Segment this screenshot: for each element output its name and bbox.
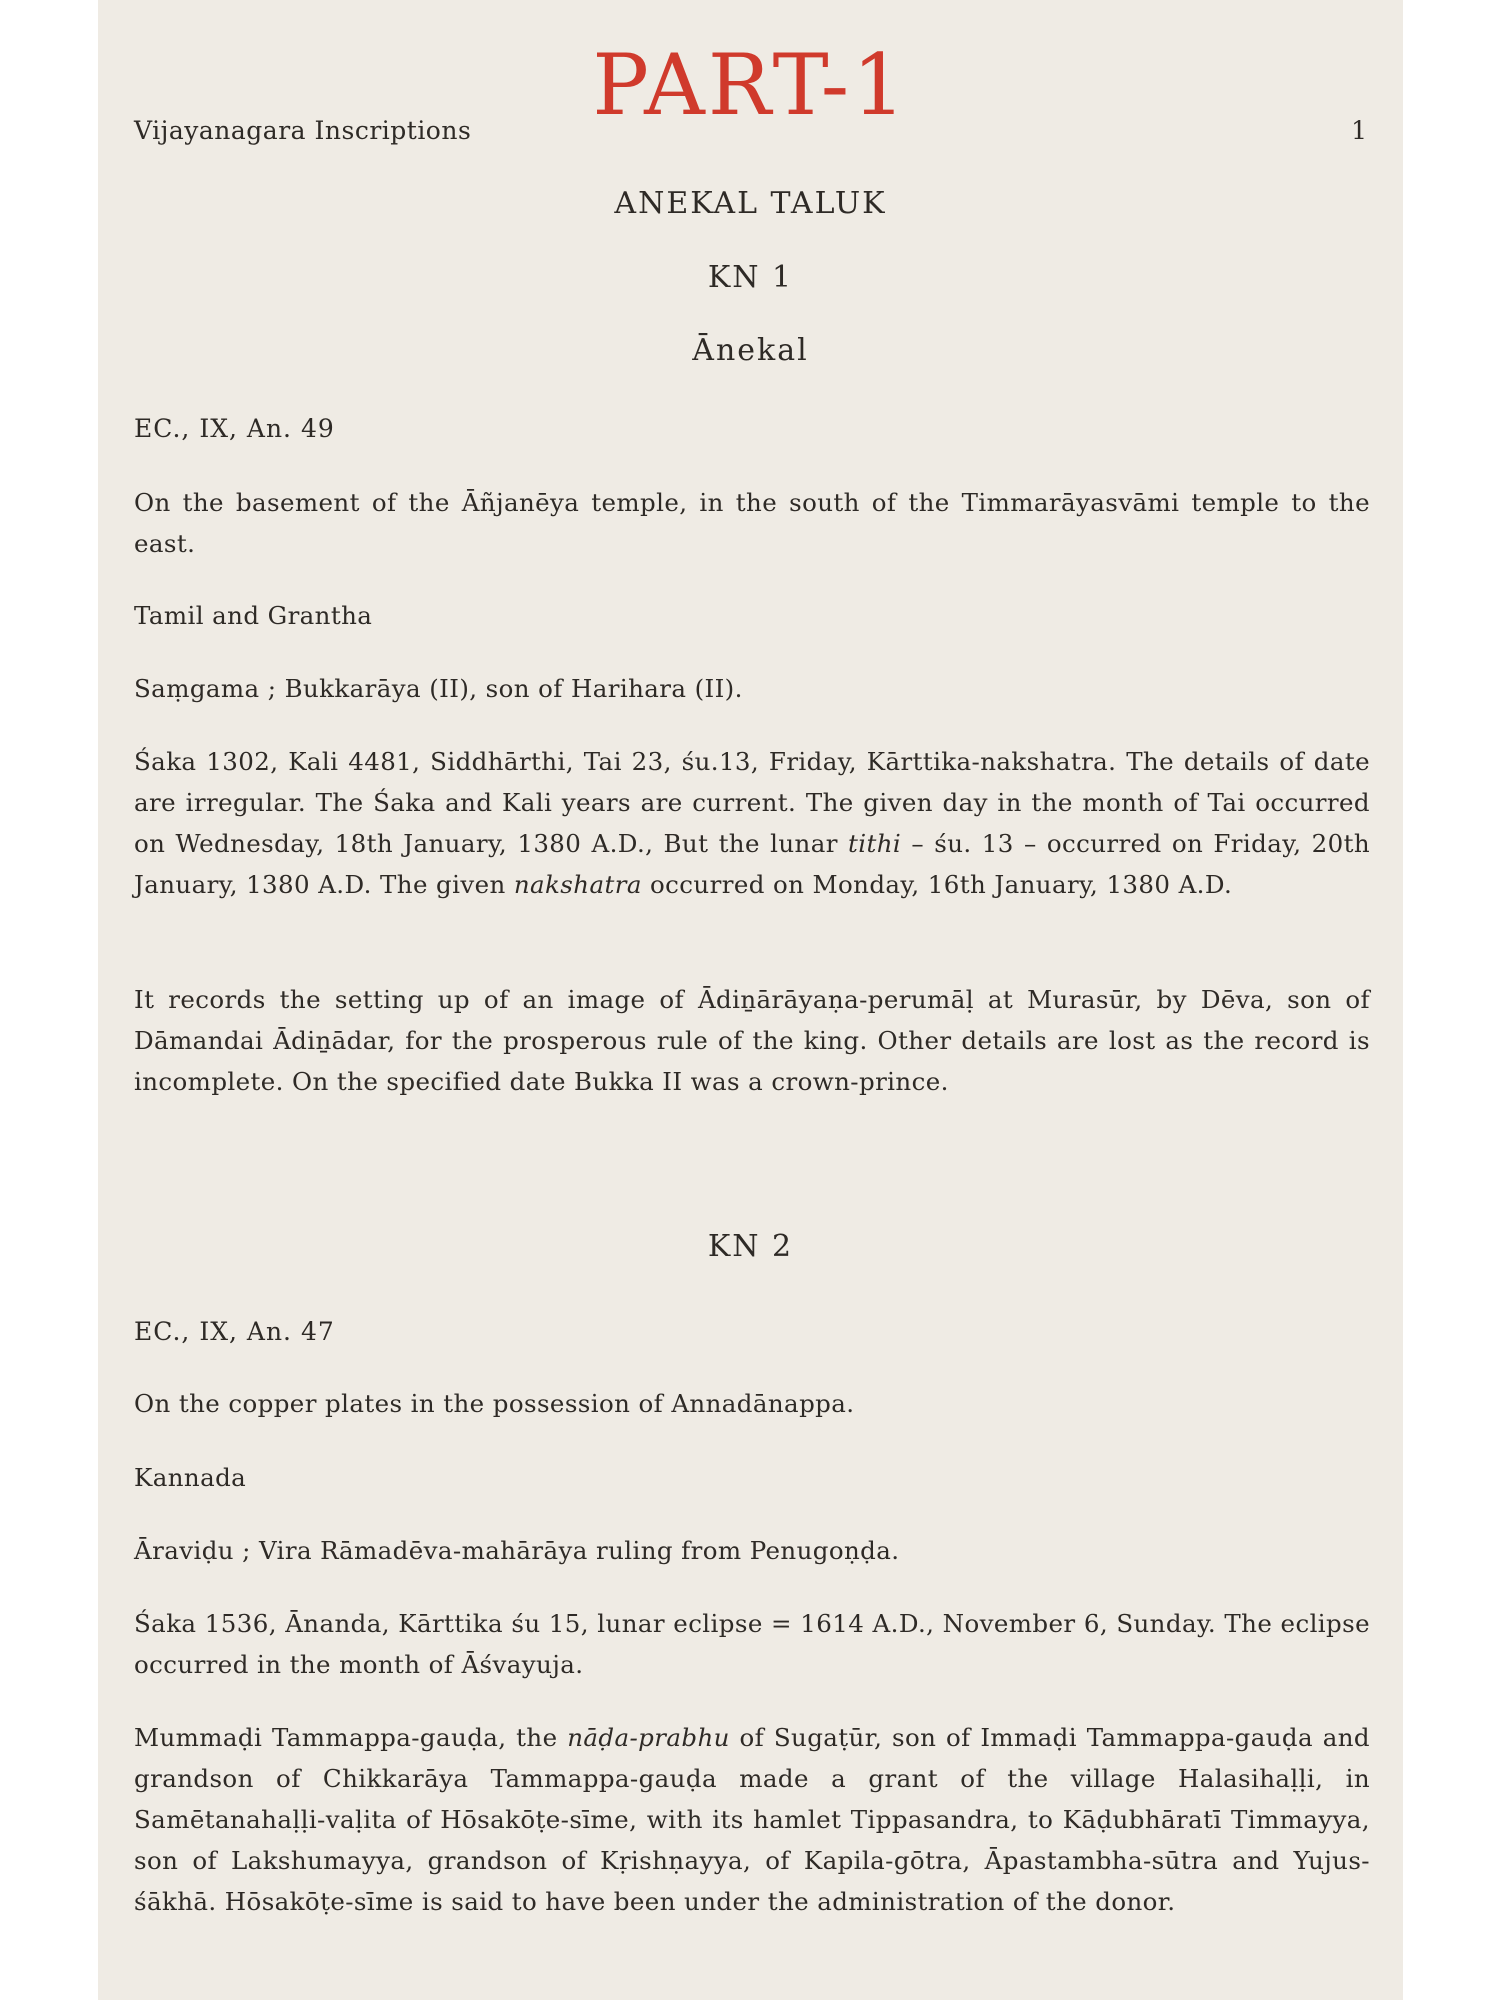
entry-location: On the basement of the Āñjanēya temple, in the south of the Timmarāyasvāmi temple to the east. — [134, 488, 1370, 558]
entry-reference: EC., IX, An. 47 — [134, 1317, 335, 1346]
content-text: Mummaḍi Tammappa-gauḍa, the — [134, 1723, 568, 1752]
page-number: 1 — [1351, 116, 1367, 145]
entry-location: On the copper plates in the possession of Annadānappa. — [134, 1389, 855, 1418]
entry-place: Ānekal — [692, 333, 809, 368]
taluk-heading: ANEKAL TALUK — [614, 186, 887, 221]
date-text: – śu. 13 – occurred on Friday, 20th January, 1380 A.D. The given — [134, 829, 1371, 899]
entry-language: Tamil and Grantha — [134, 601, 373, 630]
date-text: Śaka 1302, Kali 4481, Siddhārthi, Tai 23, śu.13, Friday, Kārttika-nakshatra. The details of date are irregular. The Śaka and Kali years are current. The given day in the month of Tai occurred on Wednesday, 18th January, 1380 A.D., But the lunar — [134, 747, 1370, 858]
book-page — [98, 0, 1403, 2000]
date-term-tithi: tithi — [848, 829, 902, 858]
entry-dynasty: Saṃgama ; Bukkarāya (II), son of Harihara (II). — [134, 674, 743, 703]
content-term-nada-prabhu: nāḍa-prabhu — [567, 1723, 730, 1752]
entry-content — [134, 1717, 1370, 1922]
date-text: occurred on Monday, 16th January, 1380 A.D. — [641, 870, 1233, 899]
content-text: of Sugaṭūr, son of Immaḍi Tammappa-gauḍa and grandson of Chikkarāya Tammappa-gauḍa made a grant of the village Halasihaḷḷi, in Samētanahaḷḷi-vaḷita of Hōsakōṭe-sīme, with its hamlet Tippasandra, to Kāḍubhāratī Timmayya, son of Lakshumayya, grandson of Kṛishṇayya, of Kapila-gōtra, Āpastambha-sūtra and Yujus-śākhā. Hōsakōṭe-sīme is said to have been under the administration of the donor. — [134, 1723, 1370, 1916]
entry-content: It records the setting up of an image of Ādiṉārāyaṇa-perumāḷ at Murasūr, by Dēva, son of Dāmandai Ādiṉādar, for the prosperous rule of the king. Other details are lost as the record is incomplete. On the specified date Bukka II was a crown-prince. — [134, 985, 1370, 1096]
entry-dynasty: Āraviḍu ; Vira Rāmadēva-mahārāya ruling from Penugoṇḍa. — [134, 1536, 900, 1565]
entry-id-kn1: KN 1 — [707, 260, 794, 295]
part-title: PART-1 — [592, 36, 909, 134]
entry-id-kn2: KN 2 — [707, 1229, 794, 1264]
entry-date: Śaka 1536, Ānanda, Kārttika śu 15, lunar eclipse = 1614 A.D., November 6, Sunday. The eclipse occurred in the month of Āśvayuja. — [134, 1609, 1370, 1679]
entry-date — [134, 741, 1370, 905]
entry-language: Kannada — [134, 1463, 247, 1492]
date-term-nakshatra: nakshatra — [513, 870, 642, 899]
running-head: Vijayanagara Inscriptions — [134, 116, 472, 145]
entry-reference: EC., IX, An. 49 — [134, 414, 335, 443]
